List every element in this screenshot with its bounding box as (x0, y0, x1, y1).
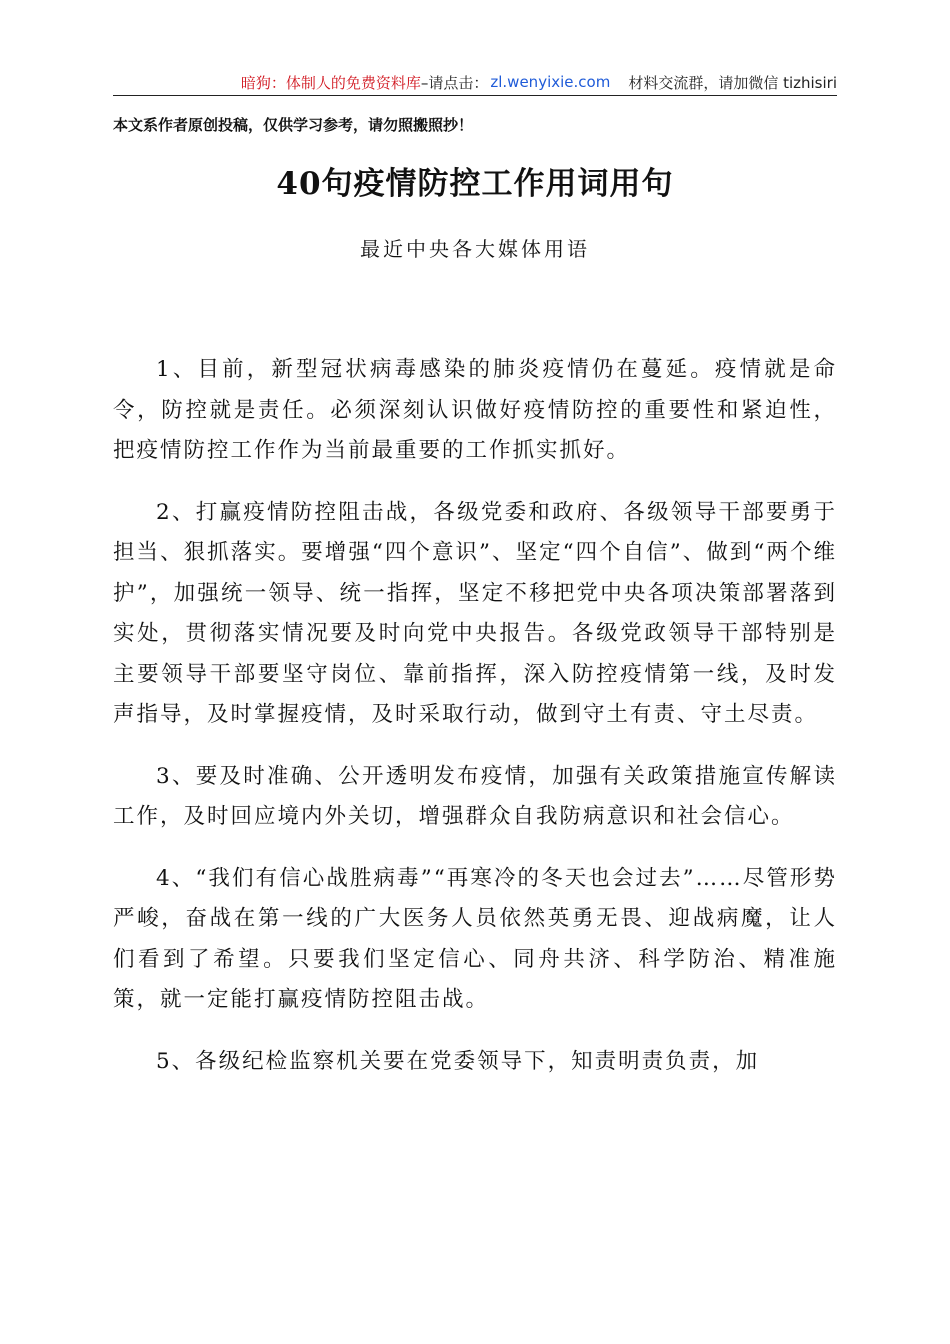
page-header (113, 70, 837, 94)
document-subtitle: 最近中央各大媒体用语 (360, 237, 590, 261)
document-body (113, 350, 837, 1103)
paragraph-2: 2、打赢疫情防控阻击战，各级党委和政府、各级领导干部要勇于担当、狠抓落实。要增强“四个意识”、坚定“四个自信”、做到“两个维护”，加强统一领导、统一指挥，坚定不移把党中央各项决策部署落到实处，贯彻落实情况要及时向党中央报告。各级党政领导干部特别是主要领导干部要坚守岗位、靠前指挥，深入防控疫情第一线，及时发声指导，及时掌握疫情，及时采取行动，做到守土有责、守土尽责。 (113, 499, 837, 727)
paragraph-1: 1、目前，新型冠状病毒感染的肺炎疫情仍在蔓延。疫情就是命令，防控就是责任。必须深刻认识做好疫情防控的重要性和紧迫性，把疫情防控工作作为当前最重要的工作抓实抓好。 (113, 357, 837, 463)
header-link[interactable]: zl.wenyixie.com (490, 73, 611, 91)
paragraph-4: 4、“我们有信心战胜病毒”“再寒冷的冬天也会过去”……尽管形势严峻，奋战在第一线的广大医务人员依然英勇无畏、迎战病魔，让人们看到了希望。只要我们坚定信心、同舟共济、科学防治、精准施策，就一定能打赢疫情防控阻击战。 (113, 865, 837, 1012)
header-brand: 暗狗：体制人的免费资料库 (240, 73, 421, 92)
header-separator: –请点击： (420, 73, 489, 92)
paragraph-3: 3、要及时准确、公开透明发布疫情，加强有关政策措施宣传解读工作，及时回应境内外关切，增强群众自我防病意识和社会信心。 (113, 763, 837, 829)
paragraph-5: 5、各级纪检监察机关要在党委领导下，知责明责负责，加 (156, 1048, 760, 1074)
document-title: 40句疫情防控工作用词用句 (276, 166, 674, 202)
header-group-info: 材料交流群，请加微信 tizhisiri (628, 73, 837, 92)
header-divider (113, 95, 837, 96)
copyright-notice: 本文系作者原创投稿，仅供学习参考，请勿照搬照抄！ (113, 116, 474, 134)
